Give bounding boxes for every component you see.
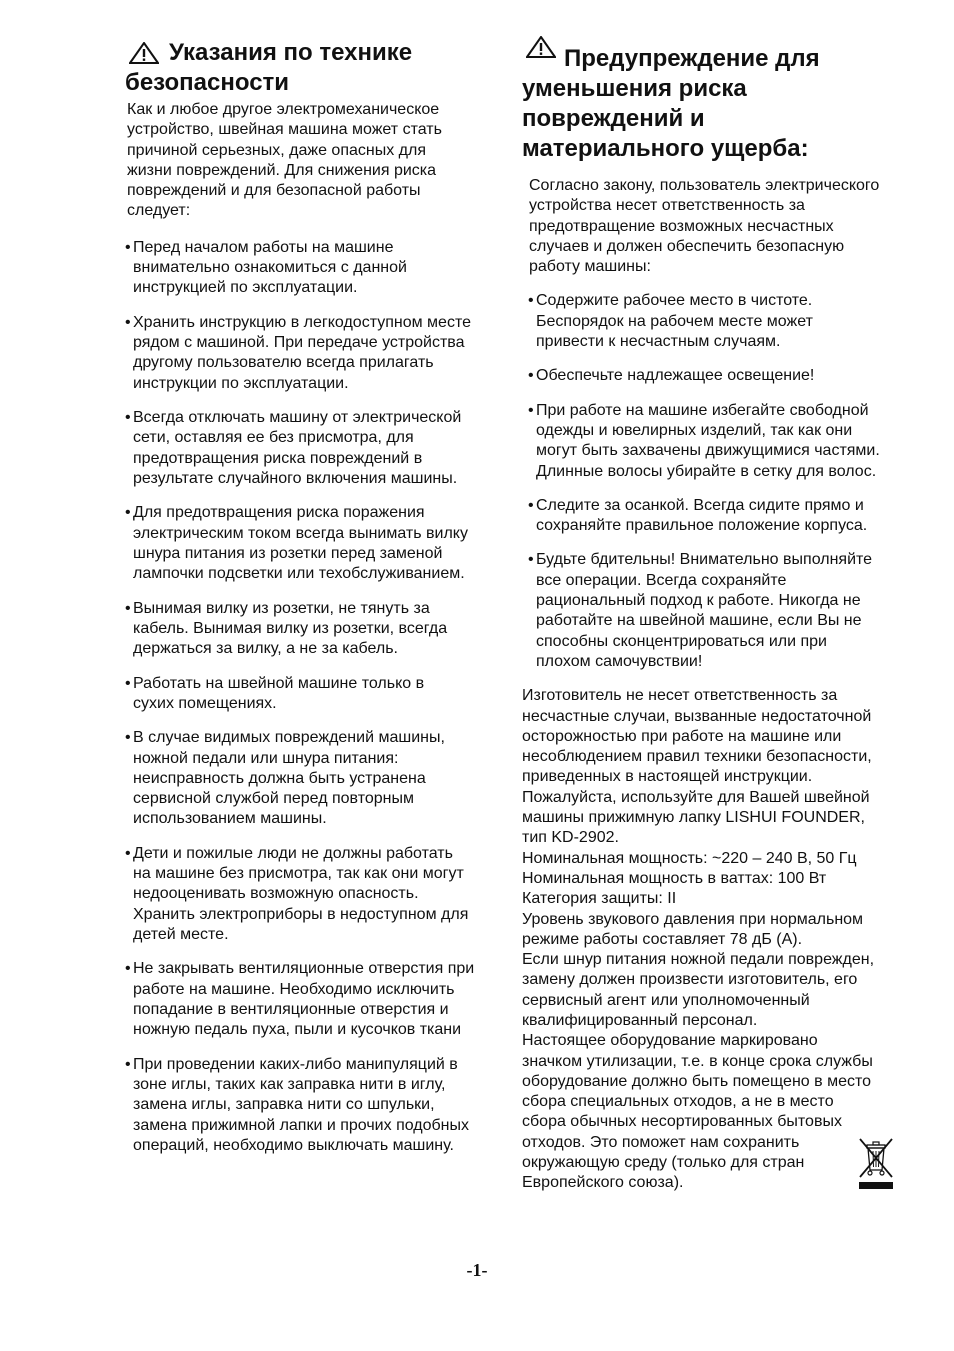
left-column bbox=[125, 36, 517, 1170]
right-column bbox=[522, 36, 922, 1194]
left-bullet-8: • Дети и пожилые люди не должны работать на машине без присмотра, так как они могут недооценивать возможную опасность. Хранить электроприборы в недоступном для детей месте. bbox=[125, 844, 469, 944]
right-bullet-2: • Обеспечьте надлежащее освещение! bbox=[528, 367, 815, 385]
page-number: -1- bbox=[466, 1260, 488, 1280]
left-intro: Как и любое другое электромеханическое устройство, швейная машина может стать причиной серьезных, даже опасных для жизни повреждений. Для снижения риска повреждений и для безопасной работы следует: bbox=[127, 101, 442, 220]
right-bullet-3: • При работе на машине избегайте свободной одежды и ювелирных изделий, так как они могут быть захвачены движущимися частями. Длинные волосы убирайте в сетку для волос. bbox=[528, 401, 880, 480]
liability-paragraph: Изготовитель не несет ответственность за несчастные случаи, вызванные недостаточной осторожностью при работе на машине или несоблюдением правил техники безопасности, приведенных в настоящей инструкции. bbox=[522, 687, 872, 786]
disposal-block bbox=[522, 1031, 922, 1193]
left-bullet-1: • Перед началом работы на машине внимательно ознакомиться с данной инструкцией по эксплуатации. bbox=[125, 238, 407, 297]
left-bullet-7: • В случае видимых повреждений машины, ножной педали или шнура питания: неисправность должна быть устранена сервисной службой перед повторным использованием машины. bbox=[125, 729, 445, 828]
cord-paragraph: Если шнур питания ножной педали поврежден, замену должен произвести изготовитель, его сервисный агент или уполномоченный квалифицированный персонал. bbox=[522, 951, 875, 1029]
warning-triangle-icon bbox=[526, 36, 556, 58]
right-intro: Согласно закону, пользователь электрического устройства несет ответственность за предотвращение возможных несчастных случаев и должен обеспечить безопасную работу машины: bbox=[529, 177, 880, 276]
disposal-paragraph: Настоящее оборудование маркировано значком утилизации, т.е. в конце срока службы оборудование должно быть помещено в место сбора специальных отходов, а не в место сбора обычных несортированных бытовых отходов. Это поможет нам сохранить окружающую среду (только для стран Европейского союза). bbox=[522, 1032, 873, 1192]
left-bullet-6: • Работать на швейной машине только в сухих помещениях. bbox=[125, 674, 425, 712]
left-bullet-4: • Для предотвращения риска поражения электрическим током всегда вынимать вилку шнура питания из розетки перед заменой лампочки подсветки или техобслуживанием. bbox=[125, 504, 468, 583]
noise-paragraph: Уровень звукового давления при нормальном режиме работы составляет 78 дБ (A). bbox=[522, 910, 864, 948]
right-title: Предупреждение для уменьшения риска повреждений и материального ущерба: bbox=[522, 45, 820, 162]
left-bullet-2: • Хранить инструкцию в легкодоступном месте рядом с машиной. При передаче устройства другому пользователю всегда прилагать инструкции по эксплуатации. bbox=[125, 313, 471, 392]
right-bullet-4: • Следите за осанкой. Всегда сидите прямо и сохраняйте правильное положение корпуса. bbox=[528, 496, 868, 535]
left-title: Указания по технике безопасности bbox=[125, 39, 413, 96]
specs-paragraph: Пожалуйста, используйте для Вашей швейной машины прижимную лапку LISHUI FOUNDER, тип KD-2902. Номинальная мощность: ~220 – 240 В, 50 Гц Номинальная мощность в ваттах: 100 Вт Категория защиты: II bbox=[522, 788, 870, 908]
left-bullet-10: • При проведении каких-либо манипуляций в зоне иглы, таких как заправка нити в иглу, замена иглы, заправка нити со шпульки, замена прижимной лапки и прочих подобных операций, необходимо выключать машину. bbox=[125, 1055, 470, 1154]
right-bullet-1: • Содержите рабочее место в чистоте. Беспорядок на рабочем месте может привести к несчастным случаям. bbox=[528, 292, 813, 351]
warning-triangle-icon bbox=[129, 42, 159, 64]
left-bullet-9: • Не закрывать вентиляционные отверстия при работе на машине. Необходимо исключить попадание в вентиляционные отверстия и ножную педаль пуха, пыли и кусочков ткани bbox=[125, 960, 475, 1039]
left-bullet-5: • Вынимая вилку из розетки, не тянуть за кабель. Вынимая вилку из розетки, всегда держаться за вилку, а не за кабель. bbox=[125, 599, 448, 658]
left-bullet-3: • Всегда отключать машину от электрической сети, оставляя ее без присмотра, для предотвращения риска повреждений в результате случайного включения машины. bbox=[125, 409, 462, 487]
right-bullet-5: • Будьте бдительны! Внимательно выполняйте все операции. Всегда сохраняйте рациональный подход к работе. Никогда не работайте на швейной машине, если Вы не способны сконцентрироваться или при плохом самочувствии! bbox=[528, 551, 873, 670]
crossed-out-bin-icon bbox=[856, 1136, 896, 1192]
